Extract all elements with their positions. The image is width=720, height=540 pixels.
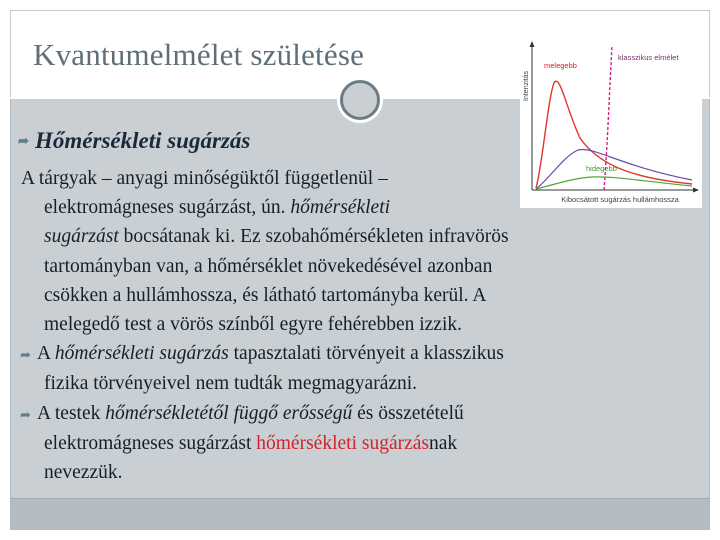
slide-title: Kvantumelmélet születése — [33, 37, 365, 72]
y-axis-arrow — [530, 41, 535, 47]
p3-line-3: nevezzük. — [44, 462, 123, 484]
paragraph-2 — [20, 339, 696, 398]
section-heading-text: Hőmérsékleti sugárzás — [35, 128, 251, 153]
p2-line-2: fizika törvényeivel nem tudták megmagyarázni. — [44, 373, 418, 395]
p3-line-2: elektromágneses sugárzást hőmérsékleti sugárzásnak — [44, 432, 458, 454]
bottom-bar — [10, 498, 710, 530]
section-heading — [18, 128, 250, 154]
y-axis-label: Intenzitás — [523, 71, 530, 101]
p2-line-1: ➦ A hőmérsékleti sugárzás tapasztalati törvényeit a klasszikus — [20, 339, 696, 369]
p1-line-1: A tárgyak – anyagi minőségüktől függetlenül – — [21, 168, 388, 189]
legend-hidegebb: hidegebb — [586, 164, 617, 173]
paragraph-1 — [20, 164, 696, 339]
p3-line-1: ➦ A testek hőmérsékletétől függő erősségű és összetételű — [20, 399, 696, 429]
p1-line-2: elektromágneses sugárzást, ún. hőmérsékleti — [44, 197, 391, 219]
arrow-bullet-icon: ➦ — [20, 406, 31, 422]
arrow-bullet-icon: ➦ — [18, 133, 29, 148]
p1-line-4: tartományban van, a hőmérséklet növekedésével azonban — [44, 255, 493, 277]
p1-line-6: melegedő test a vörös színből egyre fehérebben izzik. — [44, 314, 463, 336]
arrow-bullet-icon: ➦ — [20, 347, 31, 363]
ring-ornament-icon — [340, 80, 380, 120]
p1-line-3: sugárzást bocsátanak ki. Ez szobahőmérsékleten infravörös — [44, 226, 509, 248]
p1-line-5: csökken a hullámhossza, és látható tartományba kerül. A — [44, 284, 487, 306]
paragraph-3 — [20, 399, 696, 488]
legend-klasszikus-elmelet: klasszikus elmélet — [618, 53, 679, 62]
x-axis-label: Kibocsátott sugárzás hullámhossza — [561, 195, 679, 204]
legend-melegebb: melegebb — [544, 61, 577, 70]
body-text — [20, 164, 696, 487]
